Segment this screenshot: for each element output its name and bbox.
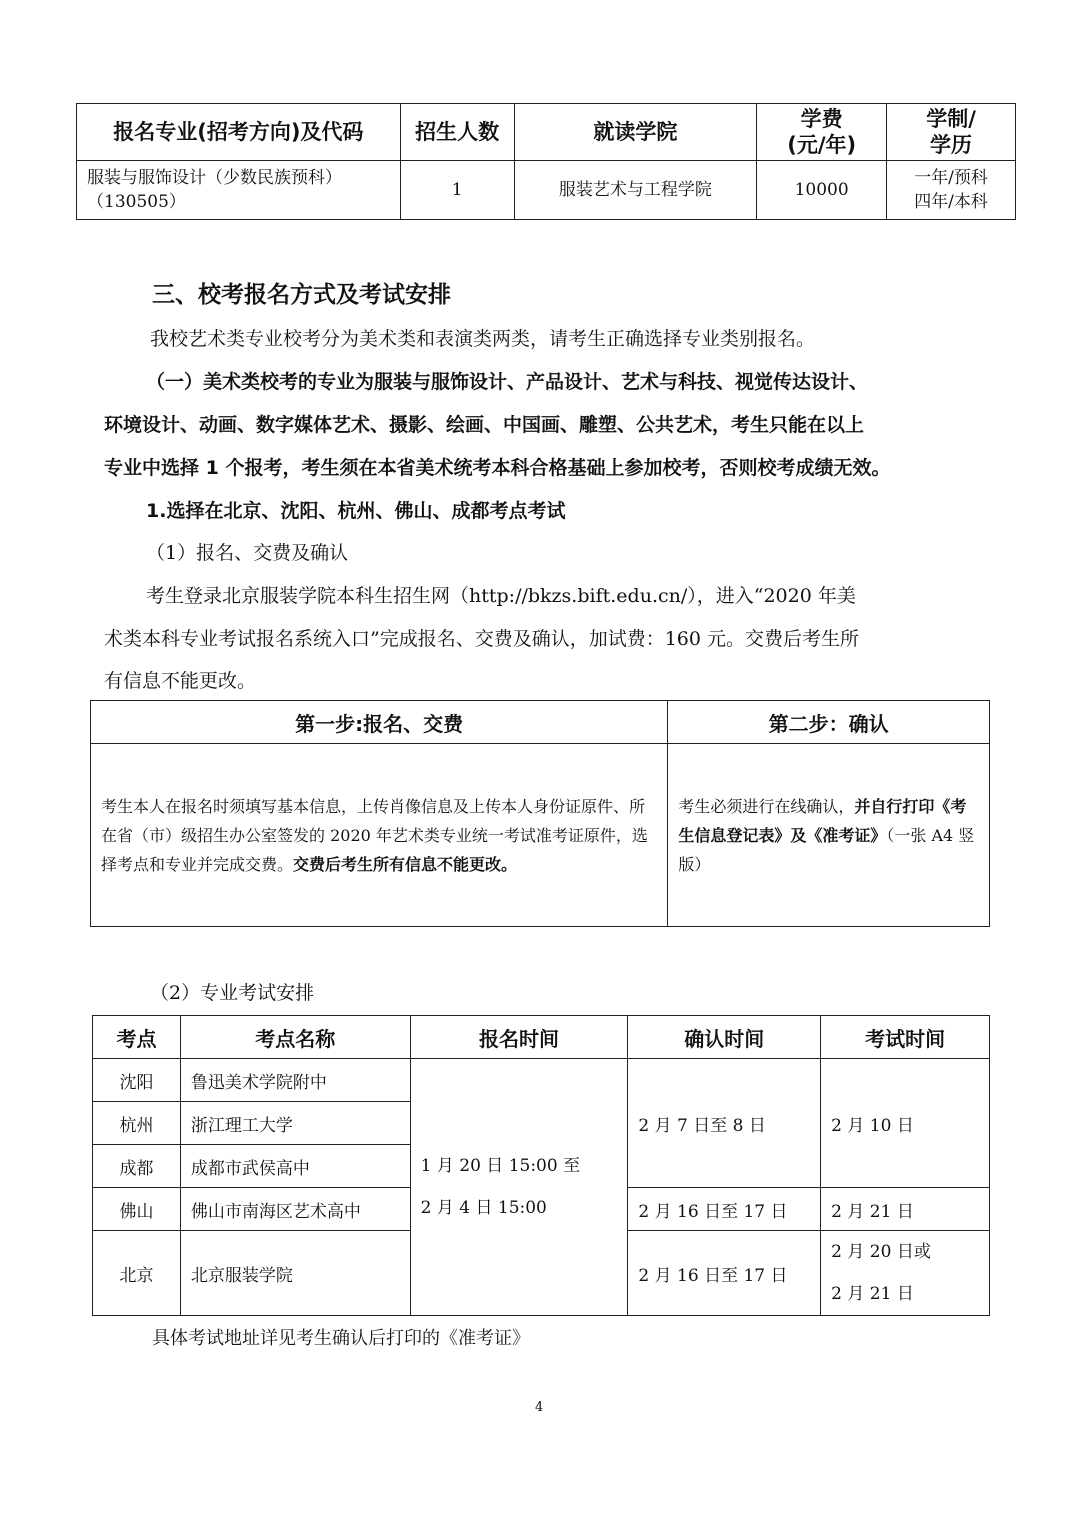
system-cell <box>887 161 1016 220</box>
step2-text: 考生必须进行在线确认， <box>678 796 855 816</box>
table-row <box>77 161 1016 220</box>
header-major: 报名专业(招考方向)及代码 <box>77 104 401 161</box>
exam-time-cell <box>821 1231 990 1316</box>
bold-paragraph-line2: 环境设计、动画、数字媒体艺术、摄影、绘画、中国画、雕塑、公共艺术，考生只能在以上 <box>104 414 865 436</box>
table-row <box>93 1059 990 1102</box>
exam-time-line1: 2 月 20 日或 <box>831 1242 931 1262</box>
step2-bold-text: 并自行打印《考生信息登记表》及《准考证》 <box>678 796 967 845</box>
header-count: 招生人数 <box>400 104 514 161</box>
step2-cell <box>668 744 990 927</box>
registration-time-cell <box>410 1059 628 1316</box>
header-system-line1: 学制/ <box>926 107 976 131</box>
major-cell <box>77 161 401 220</box>
venue-cell: 鲁迅美术学院附中 <box>180 1059 410 1102</box>
venue-cell: 佛山市南海区艺术高中 <box>180 1188 410 1231</box>
venue-cell: 浙江理工大学 <box>180 1102 410 1145</box>
city-cell: 杭州 <box>93 1102 181 1145</box>
header-fee-line1: 学费 <box>800 107 843 131</box>
section-heading: 三、校考报名方式及考试安排 <box>152 282 451 308</box>
city-cell: 沈阳 <box>93 1059 181 1102</box>
major-name: 服装与服饰设计（少数民族预科） <box>87 168 342 188</box>
fee-cell: 10000 <box>757 161 887 220</box>
header-city: 考点 <box>93 1016 181 1059</box>
steps-table <box>90 700 990 927</box>
footnote: 具体考试地址详见考生确认后打印的《准考证》 <box>152 1328 530 1349</box>
header-step1: 第一步:报名、交费 <box>91 701 668 744</box>
city-cell: 成都 <box>93 1145 181 1188</box>
header-confirm-time: 确认时间 <box>628 1016 821 1059</box>
city-cell: 北京 <box>93 1231 181 1316</box>
major-code: （130505） <box>87 192 186 212</box>
subheading-1: 1.选择在北京、沈阳、杭州、佛山、成都考点考试 <box>146 500 566 522</box>
system-line2: 四年/本科 <box>914 192 988 212</box>
header-step2: 第二步：确认 <box>668 701 990 744</box>
header-college: 就读学院 <box>514 104 757 161</box>
header-system-line2: 学历 <box>930 133 973 157</box>
intro-paragraph: 我校艺术类专业校考分为美术类和表演类两类，请考生正确选择专业类别报名。 <box>150 328 816 350</box>
step1-bold-text: 交费后考生所有信息不能更改。 <box>293 854 518 874</box>
header-registration-time: 报名时间 <box>410 1016 628 1059</box>
college-cell: 服装艺术与工程学院 <box>514 161 757 220</box>
registration-paragraph-line1: 考生登录北京服装学院本科生招生网（http://bkzs.bift.edu.cn/），进入“2020 年美 <box>146 585 856 607</box>
step1-cell <box>91 744 668 927</box>
subheading-1a: （1）报名、交费及确认 <box>146 542 349 564</box>
venue-cell: 成都市武侯高中 <box>180 1145 410 1188</box>
venue-cell: 北京服装学院 <box>180 1231 410 1316</box>
page-number: 4 <box>535 1400 544 1415</box>
bold-paragraph-line3: 专业中选择 1 个报考，考生须在本省美术统考本科合格基础上参加校考，否则校考成绩无效。 <box>104 457 891 479</box>
exam-time-line2: 2 月 21 日 <box>831 1284 914 1304</box>
exam-schedule-table <box>92 1015 990 1316</box>
exam-time-cell: 2 月 10 日 <box>821 1059 990 1188</box>
exam-time-cell: 2 月 21 日 <box>821 1188 990 1231</box>
registration-time-line2: 2 月 4 日 15:00 <box>420 1198 547 1218</box>
header-exam-time: 考试时间 <box>821 1016 990 1059</box>
count-cell: 1 <box>400 161 514 220</box>
subheading-1b: （2）专业考试安排 <box>150 982 315 1004</box>
confirm-time-cell: 2 月 16 日至 17 日 <box>628 1188 821 1231</box>
header-fee-line2: (元/年) <box>787 133 857 157</box>
major-table <box>76 103 1016 220</box>
city-cell: 佛山 <box>93 1188 181 1231</box>
header-venue: 考点名称 <box>180 1016 410 1059</box>
registration-time-line1: 1 月 20 日 15:00 至 <box>420 1156 581 1176</box>
header-system <box>887 104 1016 161</box>
registration-paragraph-line3: 有信息不能更改。 <box>104 670 257 692</box>
step1-text: 考生本人在报名时须填写基本信息，上传肖像信息及上传本人身份证原件、所在省（市）级招生办公室签发的 2020 年艺术类专业统一考试准考证原件，选择考点和专业并完成交费。 <box>101 796 648 874</box>
system-line1: 一年/预科 <box>914 168 988 188</box>
step2-tail-text: （一张 A4 竖版） <box>678 825 975 874</box>
confirm-time-cell: 2 月 7 日至 8 日 <box>628 1059 821 1188</box>
registration-paragraph-line2: 术类本科专业考试报名系统入口”完成报名、交费及确认，加试费：160 元。交费后考生所 <box>104 628 860 650</box>
bold-paragraph-line1: （一）美术类校考的专业为服装与服饰设计、产品设计、艺术与科技、视觉传达设计、 <box>146 371 869 393</box>
header-fee <box>757 104 887 161</box>
confirm-time-cell: 2 月 16 日至 17 日 <box>628 1231 821 1316</box>
